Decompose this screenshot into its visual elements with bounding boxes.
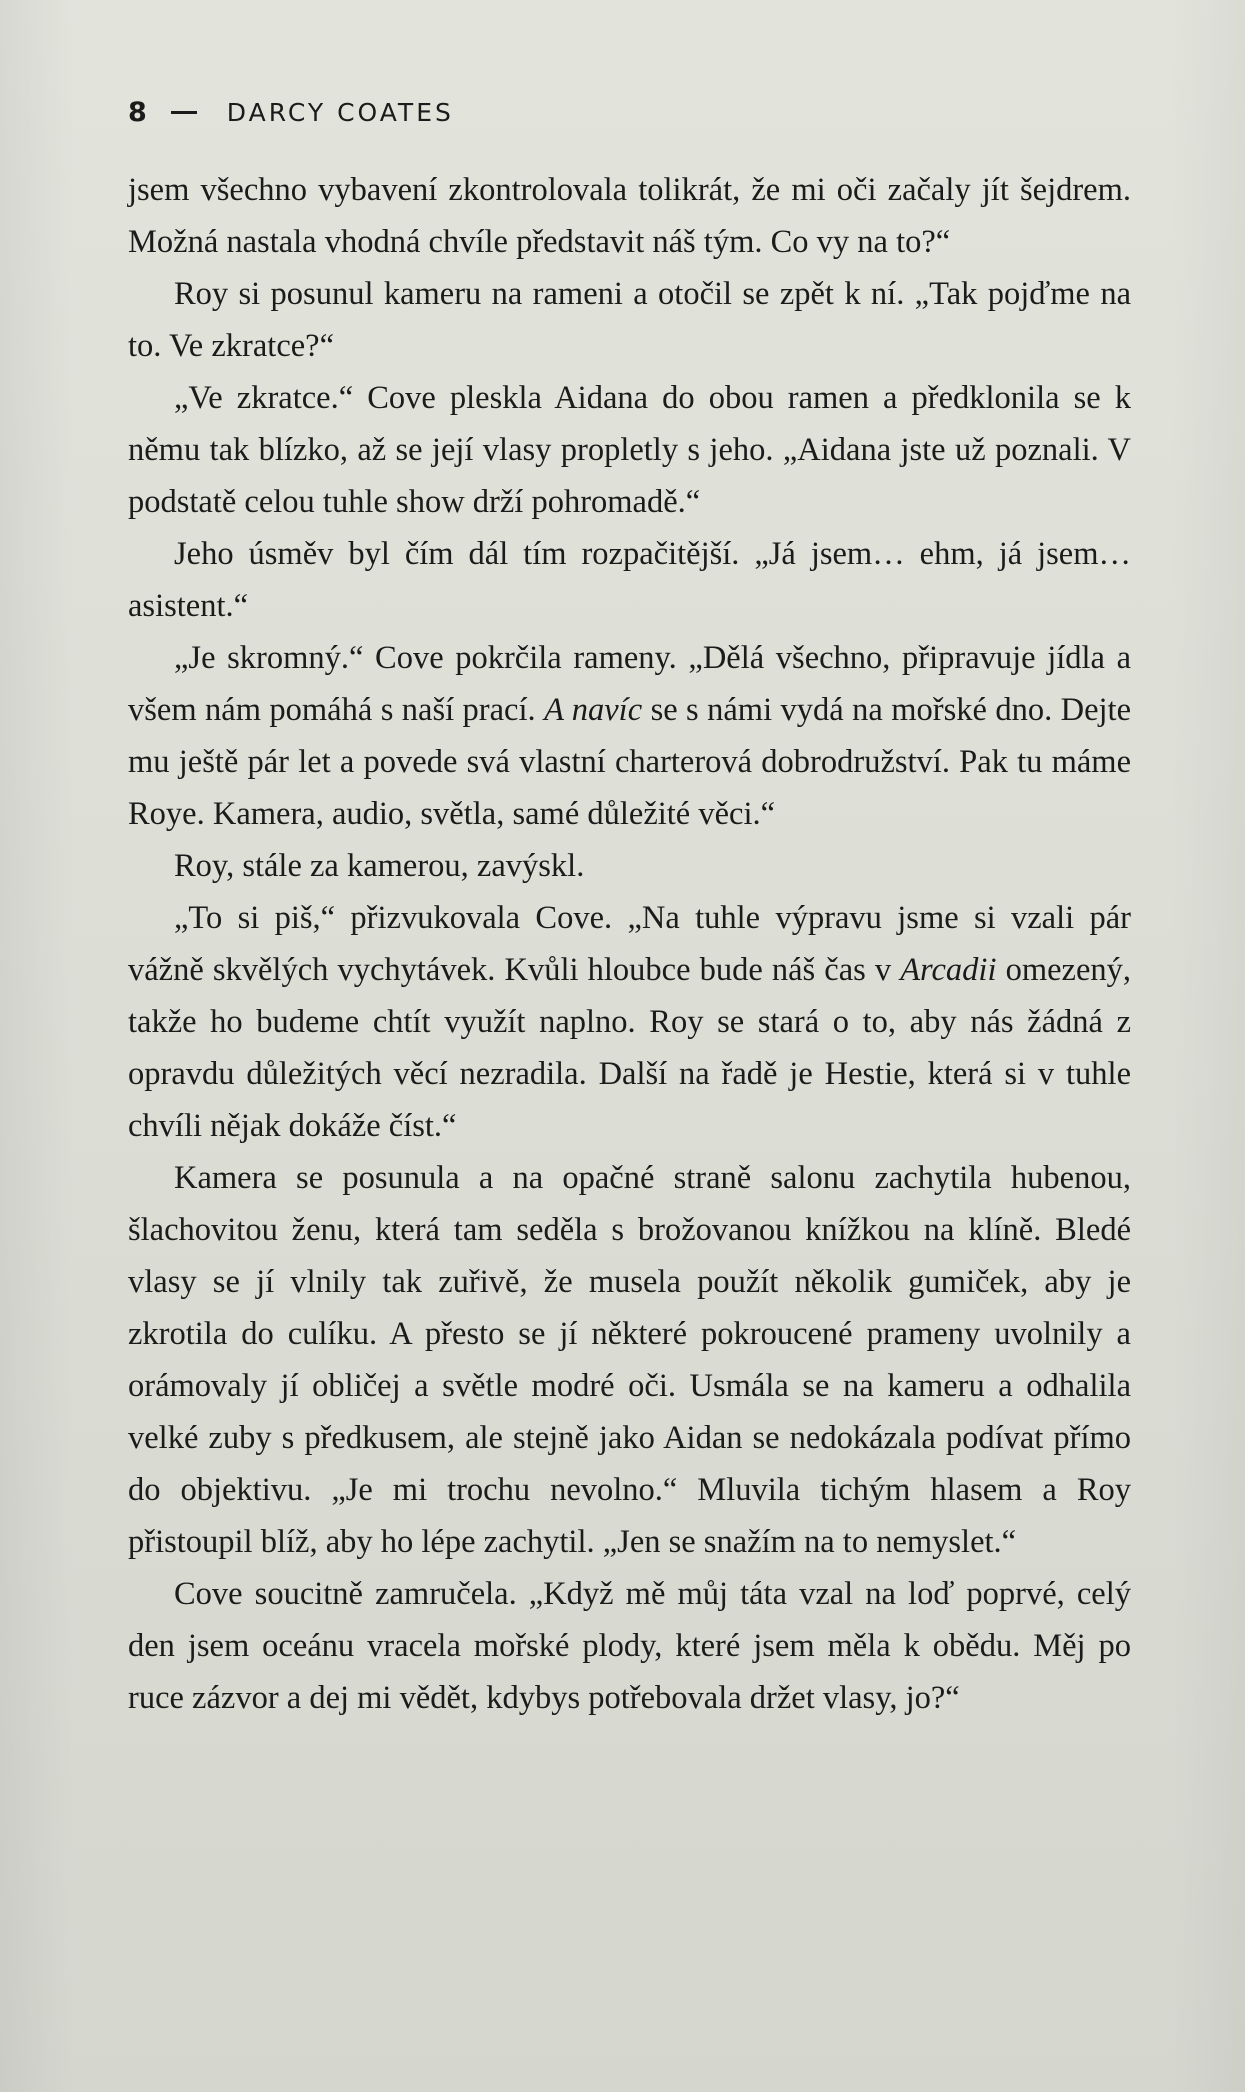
paragraph: Roy, stále za kamerou, zavýskl.	[174, 848, 585, 884]
paragraph: Roy si posunul kameru na rameni a otočil se zpět k ní. „Tak pojďme na to. Ve zkratce?“	[128, 276, 1131, 364]
paragraph: jsem všechno vybavení zkontrolovala tolikrát, že mi oči začaly jít šejdrem. Možná nastala vhodná chvíle představit náš tým. Co vy na to?“	[128, 172, 1131, 260]
paragraph: Jeho úsměv byl čím dál tím rozpačitější. „Já jsem… ehm, já jsem… asistent.“	[128, 536, 1131, 624]
head-dash	[171, 111, 197, 114]
body-text	[128, 164, 1131, 1724]
paragraph: „To si piš,“ přizvukovala Cove. „Na tuhle výpravu jsme si vzali pár vážně skvělých vychytávek. Kvůli hloubce bude náš čas v Arcadii omezený, takže ho budeme chtít využít naplno. Roy se stará o to, aby nás žádná z opravdu důležitých věcí nezradila. Další na řadě je Hestie, která si v tuhle chvíli nějak dokáže číst.“	[128, 900, 1132, 1144]
page-number: 8	[128, 96, 147, 128]
running-head	[128, 92, 454, 132]
italic-text: A navíc	[544, 692, 643, 728]
paragraph: „Je skromný.“ Cove pokrčila rameny. „Dělá všechno, připravuje jídla a všem nám pomáhá s naší prací. A navíc se s námi vydá na mořské dno. Dejte mu ještě pár let a povede svá vlastní charterová dobrodružství. Pak tu máme Roye. Kamera, audio, světla, samé důležité věci.“	[128, 640, 1132, 832]
italic-text: Arcadii	[900, 952, 997, 988]
paragraph: Cove soucitně zamručela. „Když mě můj táta vzal na loď poprvé, celý den jsem oceánu vracela mořské plody, které jsem měla k obědu. Měj po ruce zázvor a dej mi vědět, kdybys potřebovala držet vlasy, jo?“	[128, 1576, 1131, 1716]
paragraph: Kamera se posunula a na opačné straně salonu zachytila hubenou, šlachovitou ženu, která tam seděla s brožovanou knížkou na klíně. Bledé vlasy se jí vlnily tak zuřivě, že musela použít několik gumiček, aby je zkrotila do culíku. A přesto se jí některé pokroucené prameny uvolnily a orámovaly jí obličej a světle modré oči. Usmála se na kameru a odhalila velké zuby s předkusem, ale stejně jako Aidan se nedokázala podívat přímo do objektivu. „Je mi trochu nevolno.“ Mluvila tichým hlasem a Roy přistoupil blíž, aby ho lépe zachytil. „Jen se snažím na to nemyslet.“	[128, 1160, 1131, 1560]
paragraph: „Ve zkratce.“ Cove pleskla Aidana do obou ramen a předklonila se k němu tak blízko, až se její vlasy propletly s jeho. „Aidana jste už poznali. V podstatě celou tuhle show drží pohromadě.“	[128, 380, 1131, 520]
author-name: DARCY COATES	[226, 97, 454, 127]
